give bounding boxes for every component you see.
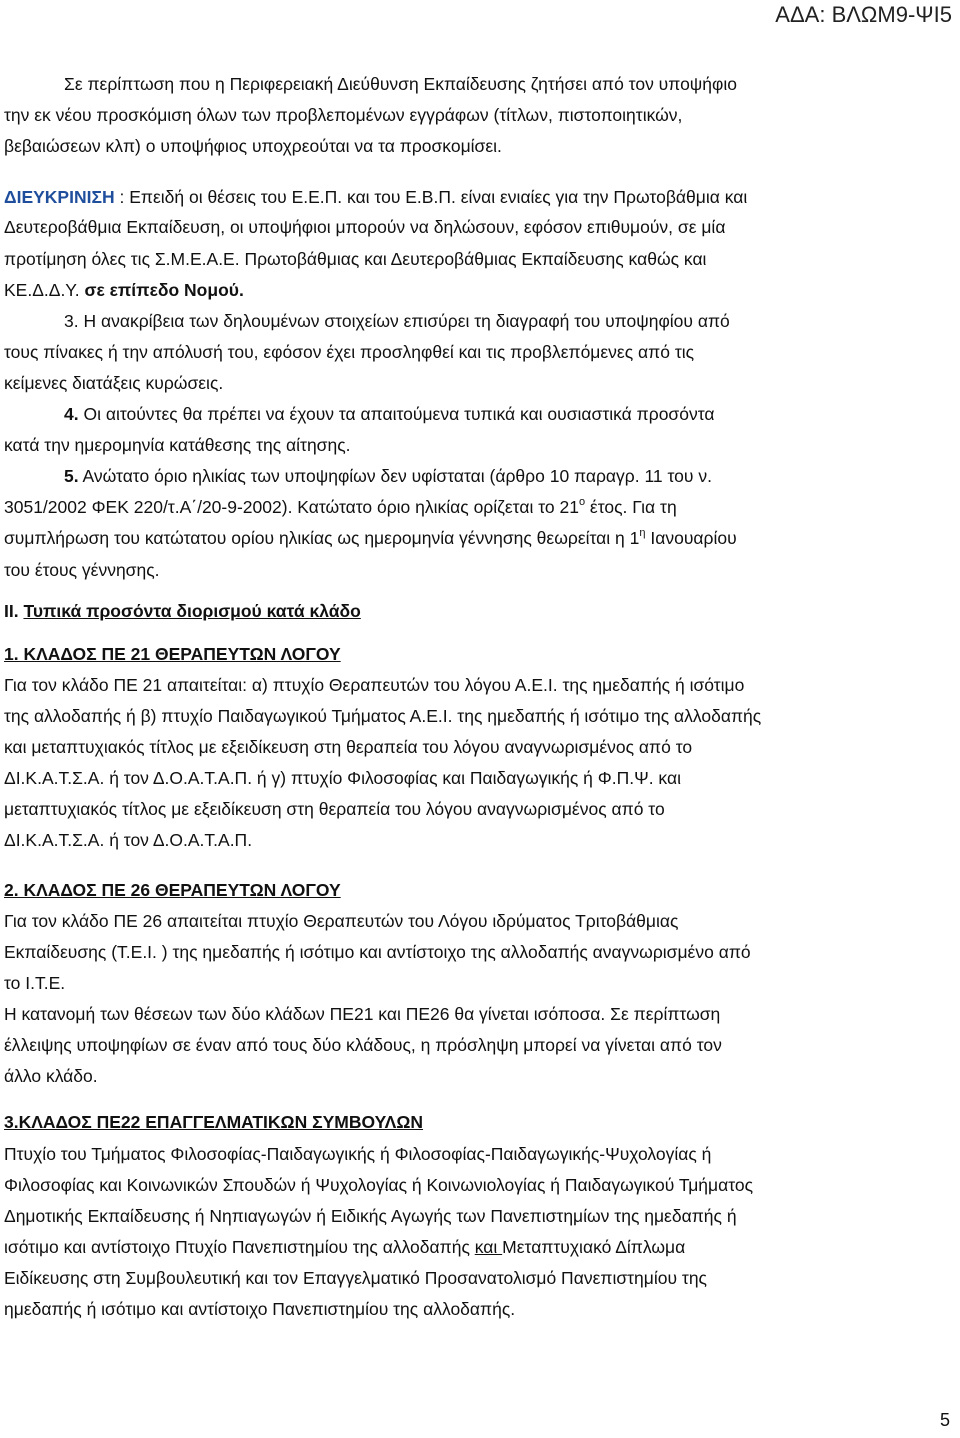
branch-2-line: το Ι.Τ.Ε. [4, 973, 66, 993]
branch-1-line: ΔΙ.Κ.Α.Τ.Σ.Α. ή τον Δ.Ο.Α.Τ.Α.Π. [4, 830, 253, 850]
branch-3-line: Φιλοσοφίας και Κοινωνικών Σπουδών ή Ψυχολογίας ή Κοινωνιολογίας ή Παιδαγωγικού Τμήματος [4, 1175, 754, 1195]
branch-3-line: ισότιμο και αντίστοιχο Πτυχίο Πανεπιστημίου της αλλοδαπής και Μεταπτυχιακό Δίπλωμα [4, 1237, 686, 1257]
clarification-emphasis: σε επίπεδο Νομού. [84, 280, 244, 300]
intro-line: την εκ νέου προσκόμιση όλων των προβλεπομένων εγγράφων (τίτλων, πιστοποιητικών, [4, 105, 683, 125]
branch-2-line: άλλο κλάδο. [4, 1066, 98, 1086]
item-5-line: του έτους γέννησης. [4, 560, 160, 580]
item-3-line: 3. Η ανακρίβεια των δηλουμένων στοιχείων επισύρει τη διαγραφή του υποψηφίου από [64, 311, 730, 331]
item-4-line: 4. Οι αιτούντες θα πρέπει να έχουν τα απαιτούμενα τυπικά και ουσιαστικά προσόντα [64, 404, 715, 424]
item-5-line: 3051/2002 ΦΕΚ 220/τ.Α΄/20-9-2002). Κατώτατο όριο ηλικίας ορίζεται το $21^o$ έτος. Για τη [4, 496, 677, 517]
branch-2-title: 2. ΚΛΑΔΟΣ ΠΕ 26 ΘΕΡΑΠΕΥΤΩΝ ΛΟΓΟΥ [4, 880, 341, 900]
branch-1-line: της αλλοδαπής ή β) πτυχίο Παιδαγωγικού Τμήματος Α.Ε.Ι. της ημεδαπής ή ισότιμο της αλλοδαπής [4, 706, 762, 726]
branch-1-line: μεταπτυχιακός τίτλος με εξειδίκευση στη θεραπεία του λόγου αναγνωρισμένος από το [4, 799, 665, 819]
branch-1-line: και μεταπτυχιακός τίτλος με εξειδίκευση στη θεραπεία του λόγου αναγνωρισμένος από το [4, 737, 693, 757]
item-5-line: συμπλήρωση του κατώτατου ορίου ηλικίας ως ημερομηνία γέννησης θεωρείται η $1^\eta$ Ιανουαρίου [4, 527, 737, 548]
branch-3-line: Ειδίκευσης στη Συμβουλευτική και τον Επαγγελματικό Προσανατολισμό Πανεπιστημίου της [4, 1268, 707, 1288]
intro-line: Σε περίπτωση που η Περιφερειακή Διεύθυνση Εκπαίδευσης ζητήσει από τον υποψήφιο [64, 74, 737, 94]
clarification-label: ΔΙΕΥΚΡΙΝΙΣΗ [4, 187, 115, 207]
clarification-line: ΚΕ.Δ.Δ.Υ. σε επίπεδο Νομού. [4, 280, 244, 300]
branch-3-line: Πτυχίο του Τμήματος Φιλοσοφίας-Παιδαγωγικής ή Φιλοσοφίας-Παιδαγωγικής-Ψυχολογίας ή [4, 1144, 712, 1164]
intro-line: βεβαιώσεων κλπ) ο υποψήφιος υποχρεούται να τα προσκομίσει. [4, 136, 502, 156]
clarification-line: Δευτεροβάθμια Εκπαίδευση, οι υποψήφιοι μπορούν να δηλώσουν, εφόσον επιθυμούν, σε μία [4, 217, 726, 237]
branch-3-line: Δημοτικής Εκπαίδευσης ή Νηπιαγωγών ή Ειδικής Αγωγής των Πανεπιστημίων της ημεδαπής ή [4, 1206, 737, 1226]
branch-1-line: ΔΙ.Κ.Α.Τ.Σ.Α. ή τον Δ.Ο.Α.Τ.Α.Π. ή γ) πτυχίο Φιλοσοφίας και Παιδαγωγικής ή Φ.Π.Ψ. και [4, 768, 681, 788]
item-3-line: τους πίνακες ή την απόλυσή του, εφόσον έχει προσληφθεί και τις προβλεπόμενες από τις [4, 342, 695, 362]
branch-2-line: Για τον κλάδο ΠΕ 26 απαιτείται πτυχίο Θεραπευτών του Λόγου ιδρύματος Τριτοβάθμιας [4, 911, 679, 931]
branch-2-line: Εκπαίδευσης (Τ.Ε.Ι. ) της ημεδαπής ή ισότιμο και αντίστοιχο της αλλοδαπής αναγνωρισμένο από [4, 942, 751, 962]
item-3-line: κείμενες διατάξεις κυρώσεις. [4, 373, 224, 393]
branch-2-line: Η κατανομή των θέσεων των δύο κλάδων ΠΕ21 και ΠΕ26 θα γίνεται ισόποσα. Σε περίπτωση [4, 1004, 721, 1024]
page-number: 5 [939, 1410, 950, 1430]
branch-3-title: 3.ΚΛΑΔΟΣ ΠΕ22 ΕΠΑΓΓΕΛΜΑΤΙΚΩΝ ΣΥΜΒΟΥΛΩΝ [4, 1112, 424, 1132]
branch-2-line: έλλειψης υποψηφίων σε έναν από τους δύο κλάδους, η πρόσληψη μπορεί να γίνεται από τον [4, 1035, 722, 1055]
branch-3-line: ημεδαπής ή ισότιμο και αντίστοιχο Πανεπιστημίου της αλλοδαπής. [4, 1299, 516, 1319]
item-4-line: κατά την ημερομηνία κατάθεσης της αίτησης. [4, 435, 351, 455]
item-5-line: 5. Ανώτατο όριο ηλικίας των υποψηφίων δεν υφίσταται (άρθρο 10 παραγρ. 11 του ν. [64, 466, 712, 486]
branch-1-line: Για τον κλάδο ΠΕ 21 απαιτείται: α) πτυχίο Θεραπευτών του λόγου Α.Ε.Ι. της ημεδαπής ή ισότιμο [4, 675, 745, 695]
clarification-line: ΔΙΕΥΚΡΙΝΙΣΗ : Επειδή οι θέσεις του Ε.Ε.Π. και του Ε.Β.Π. είναι ενιαίες για την Πρωτοβάθμια και [4, 187, 748, 207]
document-code: ΑΔΑ: ΒΛΩΜ9-ΨΙ5 [775, 2, 952, 27]
section-heading: ΙΙ. Τυπικά προσόντα διορισμού κατά κλάδο [4, 601, 361, 621]
branch-1-title: 1. ΚΛΑΔΟΣ ΠΕ 21 ΘΕΡΑΠΕΥΤΩΝ ΛΟΓΟΥ [4, 644, 341, 664]
clarification-line: προτίμηση όλες τις Σ.Μ.Ε.Α.Ε. Πρωτοβάθμιας και Δευτεροβάθμιας Εκπαίδευσης καθώς και [4, 249, 707, 269]
